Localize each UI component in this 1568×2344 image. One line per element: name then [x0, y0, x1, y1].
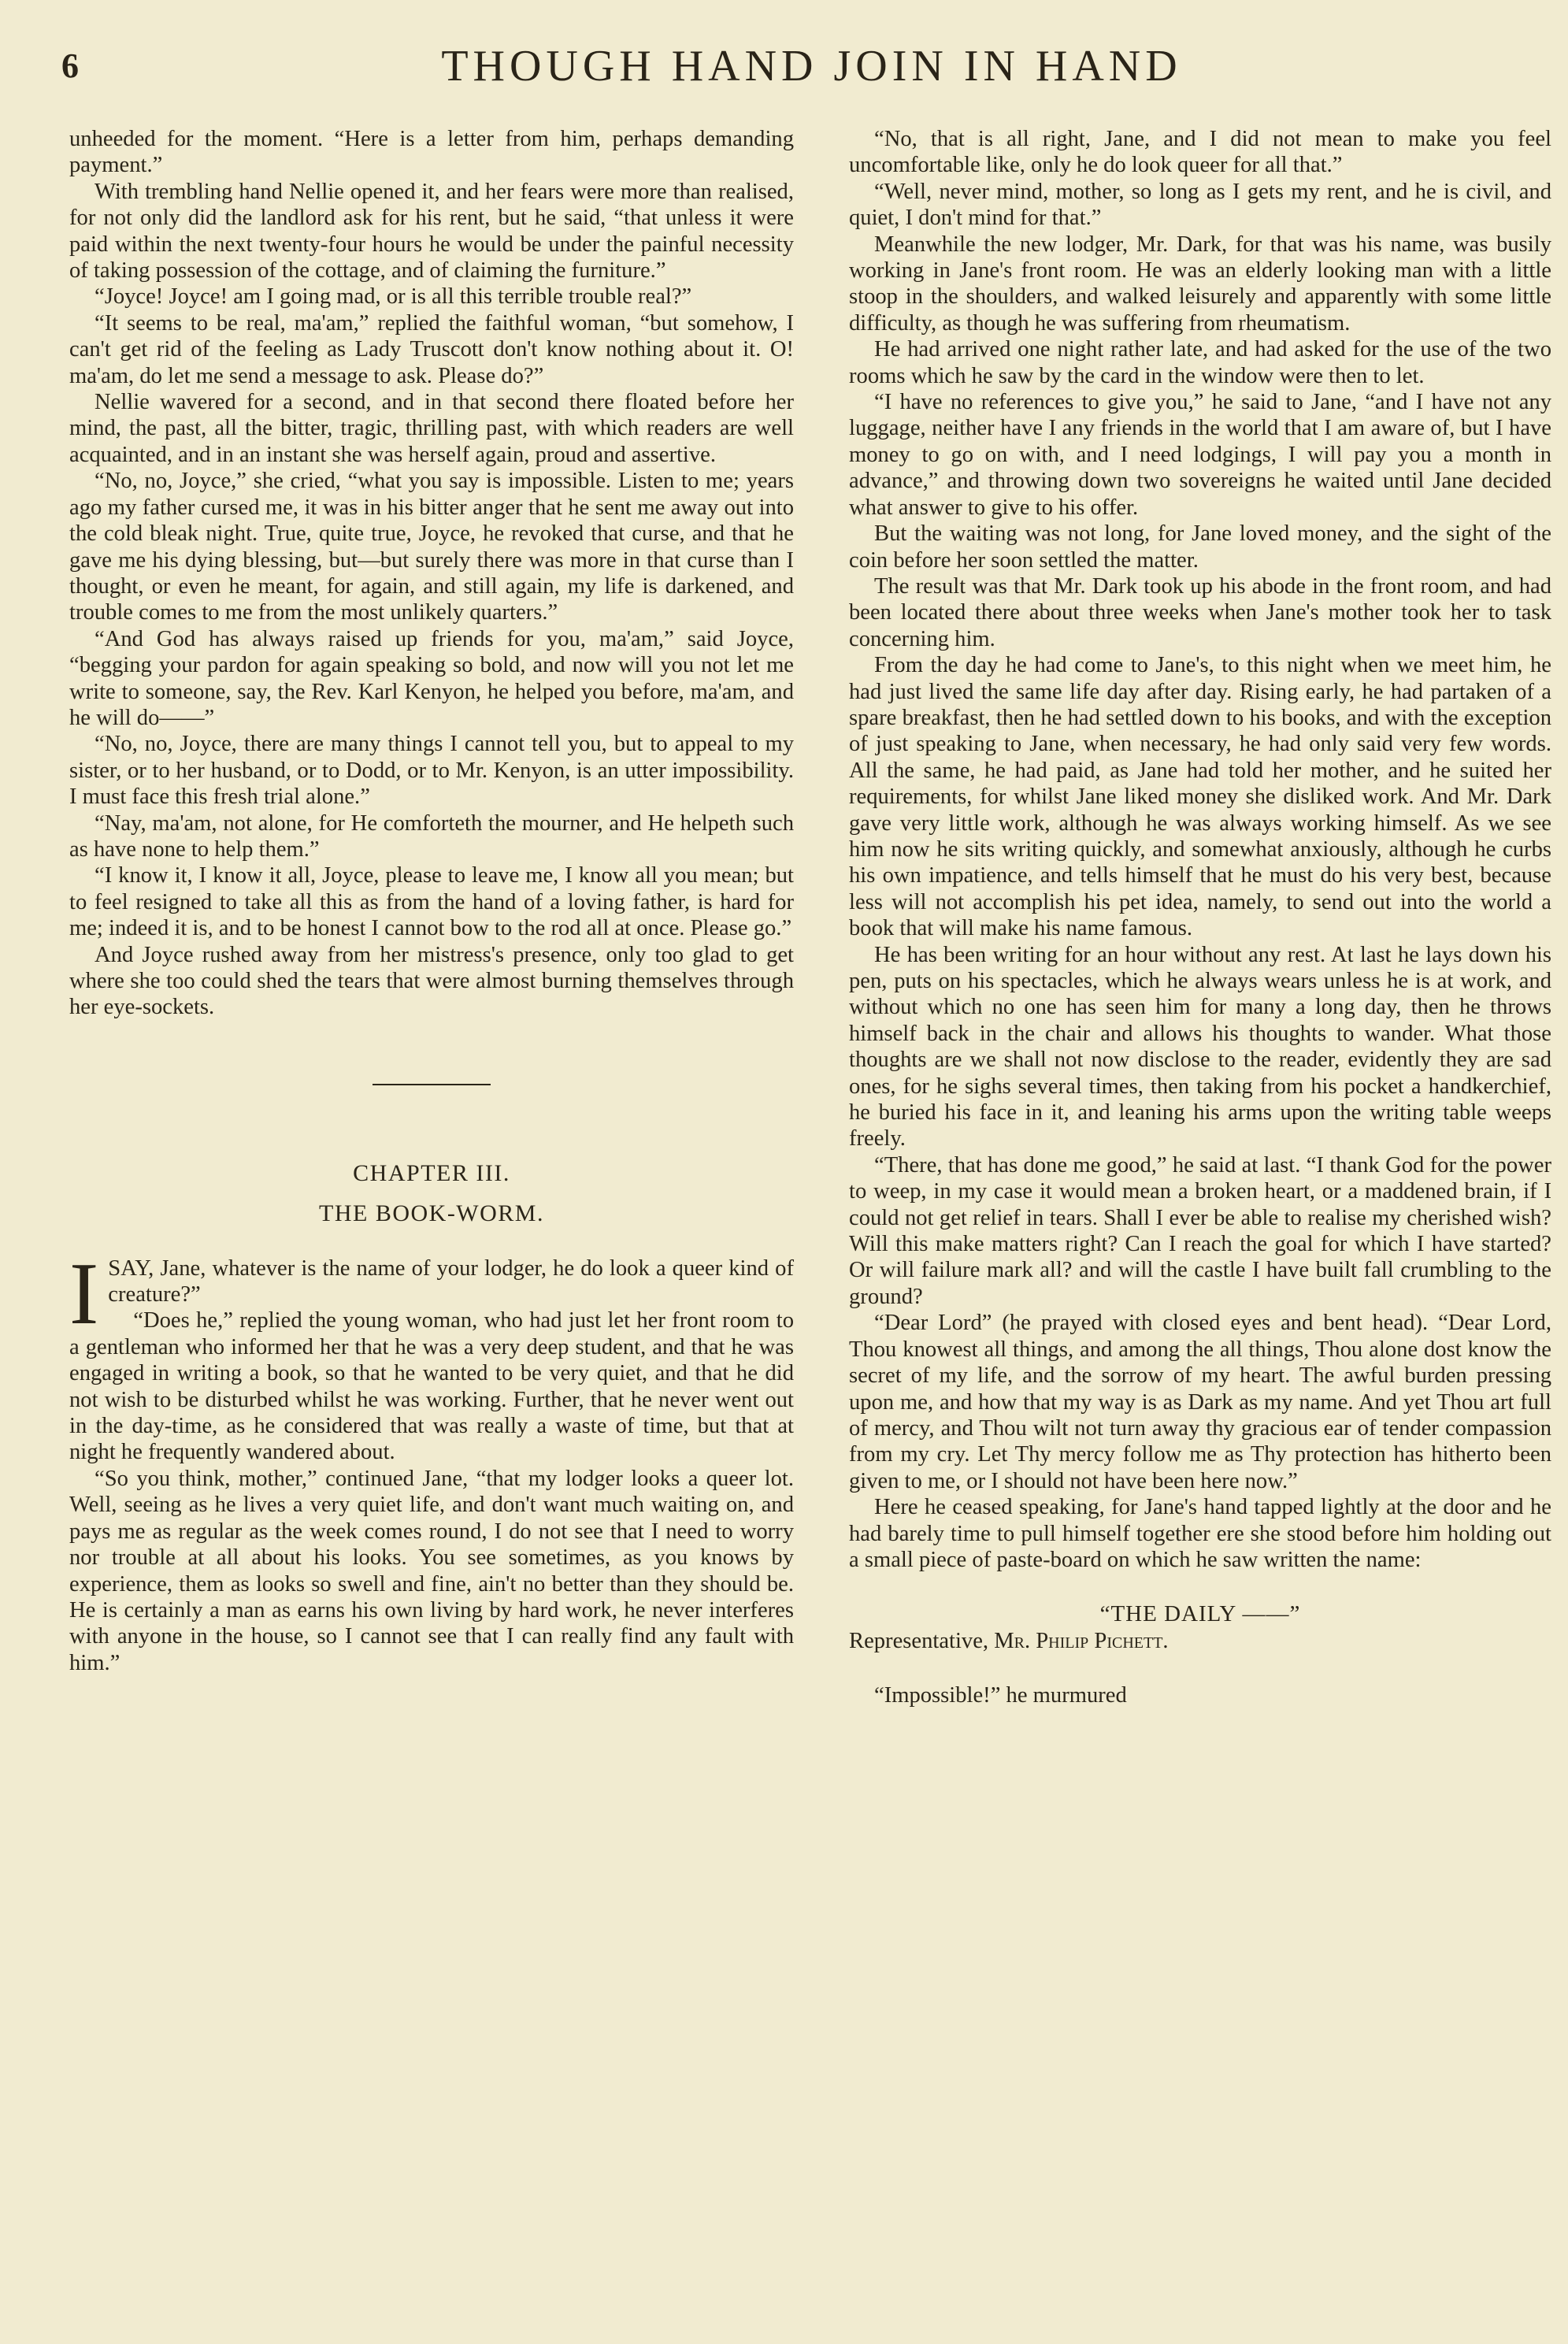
paragraph: “Joyce! Joyce! am I going mad, or is all this terrible trouble real?” — [95, 284, 692, 310]
paragraph: “There, that has done me good,” he said at last. “I thank God for the power to weep, in my case it would mean a broken heart, or a maddened brain, if I could not get relief in tears. Shall I ever be able to realise my cherished wish? Will this make matters right? Can I reach the goal for which I have started? Or will failure mark all? and will the castle I have built fall crumbling to the ground? — [849, 1152, 1551, 1309]
paragraph: unheeded for the moment. “Here is a letter from him, perhaps demanding payment.” — [69, 127, 794, 178]
paragraph: “No, no, Joyce,” she cried, “what you say is impossible. Listen to me; years ago my father cursed me, it was in his bitter anger that he sent me away out into the cold bleak night. True, quite true, Joyce, he revoked that curse, and that he gave me his dying blessing, but—but surely there was more in that curse than I thought, or even he meant, for again, and still again, my life is darkened, and trouble comes to me from the most unlikely quarters.” — [69, 469, 794, 625]
paragraph: From the day he had come to Jane's, to this night when we meet him, he had just lived the same life day after day. Rising early, he had partaken of a spare breakfast, then he had settled down to his books, and with the exception of just speaking to Jane, when necessary, he had only said very few words. All the same, he had paid, as Jane had told her mother, and he suited her requirements, for whilst Jane liked money she disliked work. And Mr. Dark gave very little work, although he was always working himself. As we see him now he sits writing quickly, and somewhat anxiously, although he curbs his own impatience, and tells himself that he must do his very best, because less will not accomplish his pet idea, namely, to send out into the world a book that will make his name famous. — [849, 653, 1551, 941]
paragraph: He had arrived one night rather late, and had asked for the use of the two rooms which he saw by the card in the window were then to let. — [849, 337, 1551, 388]
drop-cap: I — [69, 1244, 99, 1343]
paragraph: “Well, never mind, mother, so long as I gets my rent, and he is civil, and quiet, I don't mind for that.” — [849, 179, 1551, 231]
right-column — [849, 126, 1551, 1709]
card-title: “THE DAILY ——” — [1099, 1601, 1301, 1627]
paragraph: “No, that is all right, Jane, and I did not mean to make you feel uncomfortable like, only he do look queer for all that.” — [849, 127, 1551, 178]
paragraph: “No, no, Joyce, there are many things I cannot tell you, but to appeal to my sister, or to her husband, or to Dodd, or to Mr. Kenyon, is an utter impossibility. I must face this fresh trial alone.” — [69, 732, 794, 810]
paragraph: “I know it, I know it all, Joyce, please to leave me, I know all you mean; but to feel resigned to take all this as from the hand of a loving father, is hard for me; indeed it is, and to be honest I cannot bow to the rod all at once. Please go.” — [69, 863, 794, 941]
paragraph: “Nay, ma'am, not alone, for He comforteth the mourner, and He helpeth such as have none to help them.” — [69, 810, 794, 862]
card-rep-prefix: Representative, — [849, 1628, 995, 1653]
paragraph: “It seems to be real, ma'am,” replied the faithful woman, “but somehow, I can't get rid of the feeling as Lady Truscott don't know nothing about it. O! ma'am, do let me send a message to ask. Please do?” — [69, 310, 794, 388]
paragraph: “And God has always raised up friends for you, ma'am,” said Joyce, “begging your pardon for again speaking so bold, and now will you not let me write to someone, say, the Rev. Karl Kenyon, he helped you before, ma'am, and he will do——” — [69, 626, 794, 730]
paragraph: “Does he,” replied the young woman, who had just let her front room to a gentleman who informed her that he was a very deep student, and that he was engaged in writing a book, so that he wanted to be very quiet, and that he did not wish to be disturbed whilst he was working. Further, that he never went out in the day-time, as he considered that was really a waste of time, but that at night he frequently wandered about. — [69, 1308, 794, 1465]
paragraph: The result was that Mr. Dark took up his abode in the front room, and had been located there about three weeks when Jane's mother took her to task concerning him. — [849, 573, 1551, 651]
left-column — [69, 126, 794, 1676]
paragraph: “I have no references to give you,” he said to Jane, “and I have not any luggage, neither have I any friends in the world that I am aware of, but I have money to go on with, and I need lodgings, I will pay you a month in advance,” and throwing down two sovereigns he waited until Jane decided what answer to give to his offer. — [849, 390, 1551, 520]
running-title: THOUGH HAND JOIN IN HAND — [441, 42, 1182, 91]
chapter-opening-paragraph — [69, 1244, 794, 1343]
page-number: 6 — [61, 46, 79, 85]
paragraph: But the waiting was not long, for Jane loved money, and the sight of the coin before her soon settled the matter. — [849, 521, 1551, 573]
paragraph: With trembling hand Nellie opened it, and her fears were more than realised, for not only did the landlord ask for his rent, but he said, “that unless it were paid within the next twenty-four hours he would be under the painful necessity of taking possession of the cottage, and of claiming the furniture.” — [69, 179, 794, 284]
card-representative — [849, 1628, 1551, 1654]
paragraph: He has been writing for an hour without any rest. At last he lays down his pen, puts on his spectacles, which he always wears unless he is at work, and without which no one has seen him for many a long day, then he throws himself back in the chair and allows his thoughts to wander. What those thoughts are we shall not now disclose to the reader, evidently they are sad ones, for he sighs several times, then taking from his pocket a handkerchief, he buried his face in it, and leaning his arms upon the writing table weeps freely. — [849, 942, 1551, 1152]
paragraph: Nellie wavered for a second, and in that second there floated before her mind, the past, all the bitter, tragic, thrilling past, with which readers are well acquainted, and in an instant she was herself again, proud and assertive. — [69, 390, 794, 467]
card-rep-name: Mr. Philip Pichett. — [994, 1628, 1169, 1653]
paragraph-text: SAY, Jane, whatever is the name of your lodger, he do look a queer kind of creature?” — [108, 1255, 794, 1307]
chapter-subtitle: THE BOOK-WORM. — [319, 1200, 544, 1227]
paragraph: “Dear Lord” (he prayed with closed eyes and bent head). “Dear Lord, Thou knowest all things, and among the all things, Thou alone dost know the secret of my life, and the sorrow of my heart. The awful burden pressing upon me, and how that my way is as Dark as my name. And yet Thou art full of mercy, and Thou wilt not turn away thy gracious ear of tender compassion from my cry. Let Thy mercy follow me as Thy protection has hitherto been given to me, or I should not have been here now.” — [849, 1311, 1551, 1493]
paragraph: “So you think, mother,” continued Jane, “that my lodger looks a queer lot. Well, seeing as he lives a very quiet life, and don't want much waiting on, and pays me as regular as the week comes round, I do not see that I need to worry nor trouble at all about his looks. You see sometimes, as you knows by experience, them as looks so swell and fine, ain't no better than they should be. He is certainly a man as earns his own living by hard work, he never interferes with anyone in the house, so I cannot see that I can really find any fault with him.” — [69, 1466, 794, 1675]
paragraph: And Joyce rushed away from her mistress's presence, only too glad to get where she too could shed the tears that were almost burning themselves through her eye-sockets. — [69, 942, 794, 1020]
paragraph: Meanwhile the new lodger, Mr. Dark, for that was his name, was busily working in Jane's front room. He was an elderly looking man with a little stoop in the shoulders, and walked leisurely and apparently with some little difficulty, as though he was suffering from rheumatism. — [849, 232, 1551, 336]
visiting-card — [849, 1601, 1551, 1654]
paragraph: Here he ceased speaking, for Jane's hand tapped lightly at the door and he had barely time to pull himself together ere she stood before him holding out a small piece of paste-board on which he saw written the name: — [849, 1495, 1551, 1572]
chapter-title: CHAPTER III. — [353, 1159, 510, 1186]
section-divider — [373, 1084, 491, 1085]
paragraph: “Impossible!” he murmured — [874, 1683, 1127, 1708]
